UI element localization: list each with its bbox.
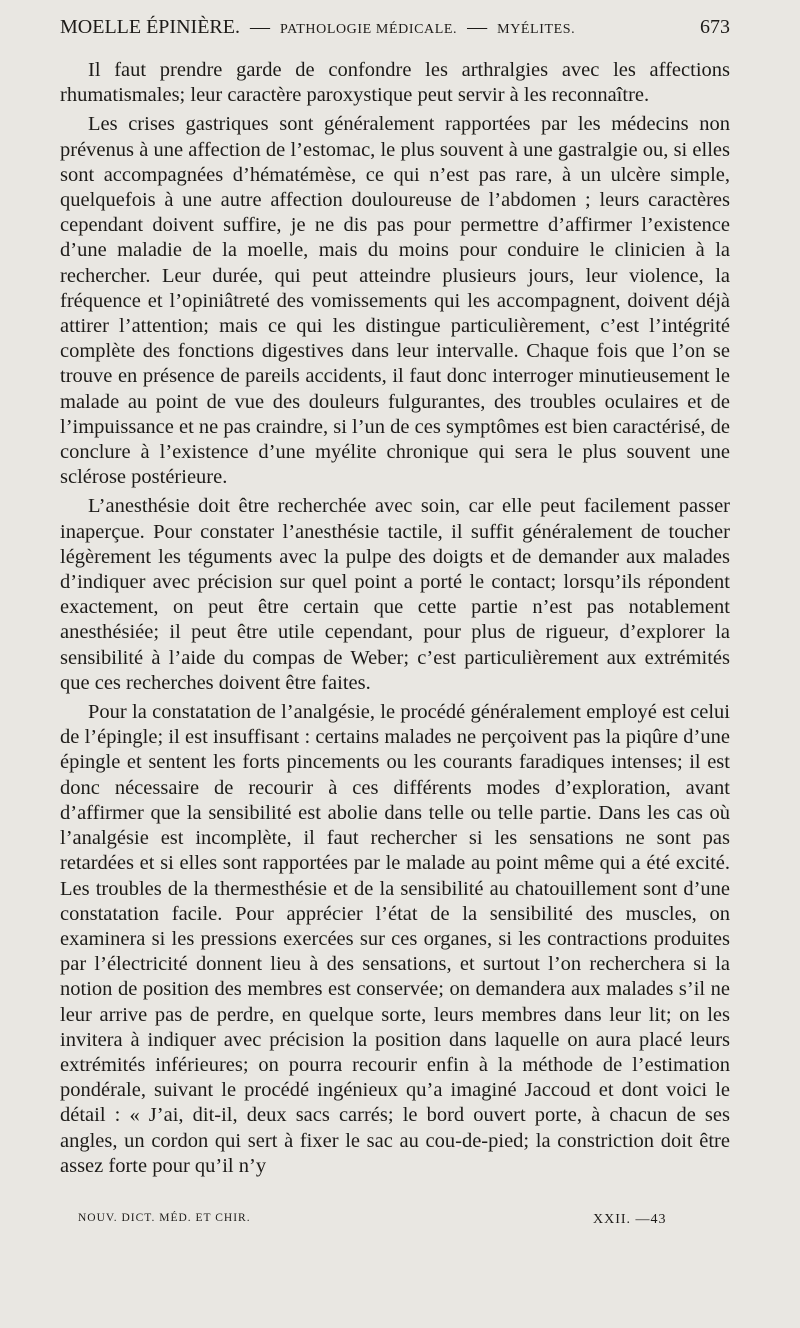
header-subsection: MYÉLITES.	[497, 22, 576, 37]
header-title: MOELLE ÉPINIÈRE.	[60, 16, 240, 38]
running-header	[60, 16, 730, 46]
footer-publication: NOUV. DICT. MÉD. ET CHIR.	[78, 1212, 251, 1224]
footer-signature: XXII. —43	[593, 1212, 667, 1227]
header-dash-1: —	[249, 16, 270, 38]
header-section: PATHOLOGIE MÉDICALE.	[279, 22, 458, 37]
paragraph-arthralgies: Il faut prendre garde de confondre les arthralgies avec les affections rhumatismales; leur caractère paroxystique peut servir à les reconnaître.	[60, 59, 730, 107]
header-dash-2: —	[467, 16, 488, 38]
body-text	[60, 58, 730, 1179]
paragraph-anesthesie: L’anesthésie doit être recherchée avec soin, car elle peut facilement passer inaperçue. Pour constater l’anesthésie tactile, il suffit généralement de toucher légèrement les téguments avec la pulpe des doigts et de demander aux malades d’indiquer avec précision sur quel point a porté le contact; lorsqu’ils répondent exactement, on peut être certain que cette partie n’est pas notablement anesthésiée; il peut être utile cependant, pour plus de rigueur, d’explorer la sensibilité à l’aide du compas de Weber; c’est particulièrement aux extrémités que ces recherches doivent être faites.	[60, 495, 730, 694]
signature-footer	[78, 1212, 678, 1234]
paragraph-crises-gastriques: Les crises gastriques sont généralement rapportées par les médecins non prévenus à une affection de l’estomac, le plus souvent à une gastralgie ou, si elles sont accompagnées d’hématémèse, ce qui n’est pas rare, à un ulcère simple, quelquefois à une autre affection douloureuse de l’abdomen ; leurs caractères cependant doivent suffire, je ne dis pas pour permettre d’affirmer l’existence d’une maladie de la moelle, mais du moins pour conduire le clinicien à la rechercher. Leur durée, qui peut atteindre plusieurs jours, leur violence, la fréquence et l’opiniâtreté des vomissements qui les accompagnent, doivent déjà attirer l’attention; mais ce qui les distingue particulièrement, c’est l’intégrité complète des fonctions digestives dans leur intervalle. Chaque fois que l’on se trouve en présence de pareils accidents, il faut donc interroger minutieusement le malade au point de vue des douleurs fulgurantes, des troubles oculaires et de l’impuissance et ne pas craindre, si l’un de ces symptômes est bien caractérisé, de conclure à l’existence d’une myélite chronique qui sera le plus souvent une sclérose postérieure.	[60, 113, 730, 489]
paragraph-analgesie: Pour la constatation de l’analgésie, le procédé généralement employé est celui de l’épingle; il est insuffisant : certains malades ne perçoivent pas la piqûre d’une épingle et sentent les forts pincements ou les courants faradiques intenses; il est donc nécessaire de recourir à ces différents modes d’exploration, avant d’affirmer que la sensibilité est abolie dans telle ou telle partie. Dans les cas où l’analgésie est incomplète, il faut rechercher si les sensations ne sont pas retardées et si elles sont rapportées par le malade au point même qui a été excité. Les troubles de la thermesthésie et de la sensibilité au chatouillement sont d’une constatation facile. Pour apprécier l’état de la sensibilité des muscles, on examinera si les pressions exercées sur ces organes, si les contractions produites par l’électricité donnent lieu à des sensations, et surtout l’on recherchera si la notion de position des membres est conservée; on demandera aux malades s’il ne leur arrive pas de perdre, en quelque sorte, leurs membres dans leur lit; on les invitera à indiquer avec précision la position dans laquelle on aura placé leurs extrémités inférieures; on pourra recourir enfin à la méthode de l’estimation pondérale, suivant le procédé ingénieux qu’a imaginé Jaccoud et dont voici le détail : « J’ai, dit-il, deux sacs carrés; le bord ouvert porte, à chacun de ses angles, un cordon qui sert à fixer le sac au cou-de-pied; la constriction doit être assez forte pour qu’il n’y	[60, 701, 730, 1177]
header-left	[60, 16, 575, 39]
page-number: 673	[700, 16, 730, 38]
